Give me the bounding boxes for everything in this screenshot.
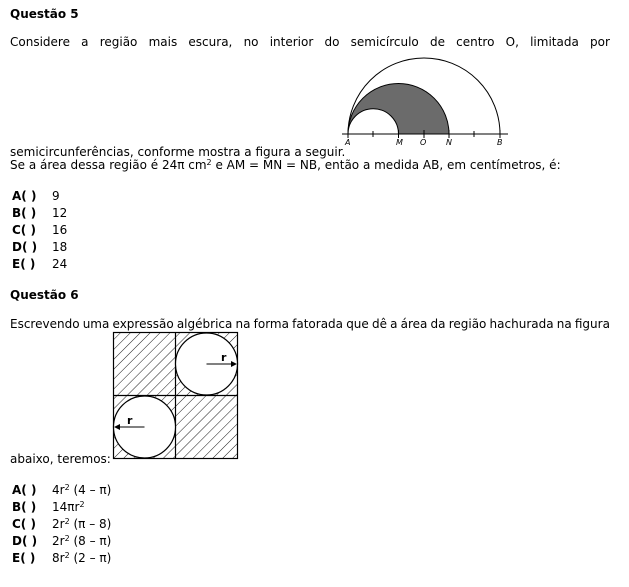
q5-option-e[interactable] xyxy=(12,257,67,271)
option-sup: 2 xyxy=(64,517,70,526)
option-value: 8r xyxy=(52,551,65,565)
option-value: 2r xyxy=(52,534,65,548)
option-sup: 2 xyxy=(64,551,70,560)
q5-line3-b: e AM = MN = NB, então a medida AB, em centímetros, é: xyxy=(211,158,561,172)
q6-title: Questão 6 xyxy=(10,288,79,302)
q5-word: a xyxy=(81,35,89,49)
q6-word: área xyxy=(400,317,428,331)
q6-word: uma xyxy=(82,317,110,331)
option-label: E( ) xyxy=(12,551,36,565)
q5-word: por xyxy=(590,35,610,49)
q6-option-b[interactable] xyxy=(12,500,85,514)
option-label: A( ) xyxy=(12,189,37,203)
q5-word: região xyxy=(99,35,138,49)
option-label: C( ) xyxy=(12,223,36,237)
option-value: 12 xyxy=(52,206,68,220)
q6-option-d[interactable] xyxy=(12,534,111,548)
option-value: 4r xyxy=(52,483,65,497)
q6-option-c[interactable] xyxy=(12,517,111,531)
q6-word: expressão xyxy=(112,317,174,331)
option-sup: 2 xyxy=(79,500,85,509)
q5-word: no xyxy=(243,35,259,49)
q6-line2: abaixo, teremos: xyxy=(10,452,111,466)
option-value-post: (π – 8) xyxy=(69,517,112,531)
option-value-post: (8 – π) xyxy=(69,534,112,548)
option-value: 24 xyxy=(52,257,68,271)
q5-word: escura, xyxy=(188,35,233,49)
radius-label-bottom: r xyxy=(127,414,133,427)
q5-option-c[interactable] xyxy=(12,223,67,237)
q6-word: fatorada xyxy=(292,317,344,331)
q5-line3 xyxy=(10,158,561,172)
option-label: B( ) xyxy=(12,206,37,220)
q5-title: Questão 5 xyxy=(10,7,79,21)
q5-option-a[interactable] xyxy=(12,189,60,203)
q5-word: limitada xyxy=(530,35,579,49)
q6-word: Escrevendo xyxy=(10,317,80,331)
q6-option-e[interactable] xyxy=(12,551,111,565)
q5-word: interior xyxy=(269,35,314,49)
option-value: 18 xyxy=(52,240,68,254)
q6-word: que xyxy=(346,317,369,331)
q6-word: a xyxy=(390,317,398,331)
option-label: E( ) xyxy=(12,257,36,271)
option-sup: 2 xyxy=(64,534,70,543)
q5-line2: semicircunferências, conforme mostra a figura a seguir. xyxy=(10,145,346,159)
option-label: D( ) xyxy=(12,240,38,254)
option-value: 9 xyxy=(52,189,60,203)
q5-line3-a: Se a área dessa região é 24π cm xyxy=(10,158,207,172)
option-value-post: (2 – π) xyxy=(69,551,112,565)
q6-word: na xyxy=(235,317,251,331)
q6-word: na xyxy=(556,317,572,331)
q5-word: semicírculo xyxy=(350,35,419,49)
q5-option-b[interactable] xyxy=(12,206,67,220)
q5-line3-sup: 2 xyxy=(206,158,212,167)
option-label: B( ) xyxy=(12,500,37,514)
option-label: A( ) xyxy=(12,483,37,497)
q5-option-d[interactable] xyxy=(12,240,67,254)
q6-word: dê xyxy=(371,317,387,331)
q6-option-a[interactable] xyxy=(12,483,111,497)
q5-word: O, xyxy=(505,35,519,49)
q6-intro-line xyxy=(10,317,610,331)
q6-word: algébrica xyxy=(176,317,233,331)
option-sup: 2 xyxy=(64,483,70,492)
q6-hatched-figure xyxy=(112,331,239,461)
q5-word: de xyxy=(429,35,445,49)
option-value: 16 xyxy=(52,223,68,237)
option-label: C( ) xyxy=(12,517,36,531)
q5-word: do xyxy=(324,35,340,49)
q6-word: figura xyxy=(574,317,610,331)
radius-label-top: r xyxy=(221,351,227,364)
label-a: A xyxy=(345,138,351,147)
option-value: 14πr xyxy=(52,500,80,514)
option-value: 2r xyxy=(52,517,65,531)
q5-intro-line xyxy=(10,35,610,49)
q5-word: centro xyxy=(456,35,495,49)
q5-word: Considere xyxy=(10,35,70,49)
q6-word: forma xyxy=(253,317,289,331)
label-m: M xyxy=(396,138,403,147)
label-o: O xyxy=(420,138,427,147)
option-label: D( ) xyxy=(12,534,38,548)
option-value-post: (4 – π) xyxy=(69,483,112,497)
label-n: N xyxy=(446,138,452,147)
q6-word: da xyxy=(430,317,446,331)
q5-word: mais xyxy=(148,35,178,49)
q6-word: região xyxy=(448,317,487,331)
q5-semicircle-figure xyxy=(340,55,510,147)
q6-word: hachurada xyxy=(489,317,554,331)
label-b: B xyxy=(497,138,503,147)
shaded-region xyxy=(348,84,449,135)
